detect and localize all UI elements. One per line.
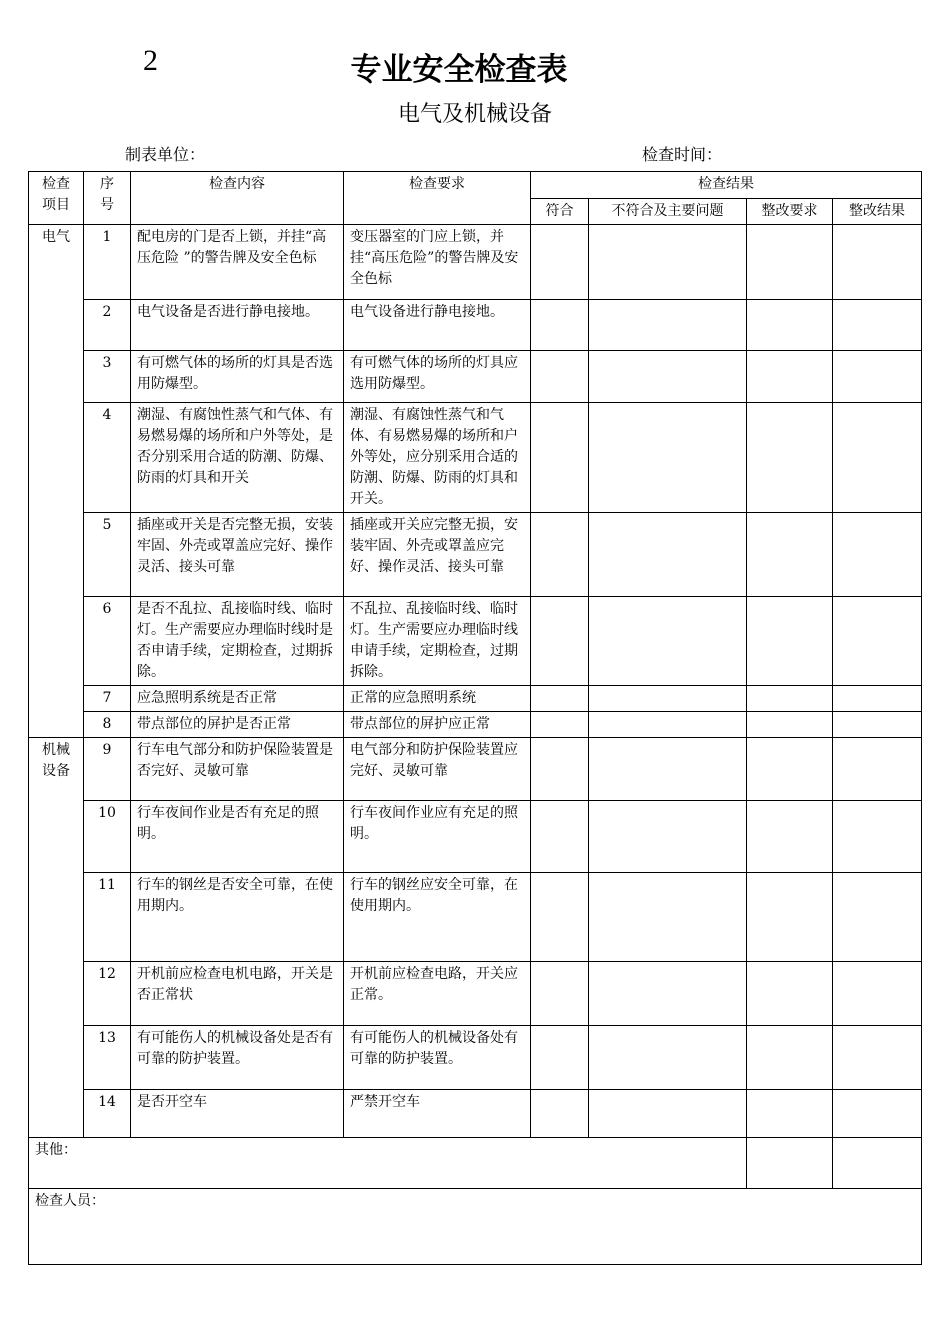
- rectify-result-cell[interactable]: [833, 403, 922, 513]
- seq-number: 2: [84, 300, 131, 351]
- rectify-result-cell[interactable]: [833, 962, 922, 1026]
- content-cell: 行车夜间作业是否有充足的照明。: [131, 801, 344, 873]
- rectify-result-cell[interactable]: [833, 873, 922, 962]
- rectify-result-cell[interactable]: [833, 225, 922, 300]
- requirement-cell: 开机前应检查电路，开关应正常。: [344, 962, 531, 1026]
- rectify-result-cell[interactable]: [833, 597, 922, 686]
- seq-number: 10: [84, 801, 131, 873]
- inspection-table: [28, 171, 922, 1265]
- table-row: [29, 962, 922, 1026]
- other-rectify-result-cell[interactable]: [833, 1138, 922, 1189]
- seq-number: 13: [84, 1026, 131, 1090]
- header-conform: 符合: [531, 199, 589, 225]
- page-subtitle: 电气及机械设备: [397, 102, 552, 127]
- inspector-row: [29, 1189, 922, 1265]
- table-row: [29, 1090, 922, 1138]
- rectify-req-cell[interactable]: [747, 962, 833, 1026]
- table-row: [29, 738, 922, 801]
- content-cell: 带点部位的屏护是否正常: [131, 712, 344, 738]
- seq-number: 3: [84, 351, 131, 403]
- nonconform-cell[interactable]: [589, 1026, 747, 1090]
- content-cell: 行车电气部分和防护保险装置是否完好、灵敏可靠: [131, 738, 344, 801]
- rectify-req-cell[interactable]: [747, 351, 833, 403]
- conform-cell[interactable]: [531, 597, 589, 686]
- time-label: 检查时间：: [642, 145, 723, 164]
- content-cell: 有可能伤人的机械设备处是否有可靠的防护装置。: [131, 1026, 344, 1090]
- requirement-cell: 潮湿、有腐蚀性蒸气和气体、有易燃易爆的场所和户外等处，应分别采用合适的防潮、防爆、防雨的灯具和开关。: [344, 403, 531, 513]
- rectify-result-cell[interactable]: [833, 300, 922, 351]
- header-result-group: 检查结果: [531, 172, 922, 199]
- rectify-req-cell[interactable]: [747, 738, 833, 801]
- table-row: [29, 873, 922, 962]
- other-row: [29, 1138, 922, 1189]
- requirement-cell: 电气部分和防护保险装置应完好、灵敏可靠: [344, 738, 531, 801]
- seq-number: 8: [84, 712, 131, 738]
- rectify-result-cell[interactable]: [833, 1026, 922, 1090]
- requirement-cell: 带点部位的屏护应正常: [344, 712, 531, 738]
- seq-number: 4: [84, 403, 131, 513]
- conform-cell[interactable]: [531, 801, 589, 873]
- content-cell: 插座或开关是否完整无损，安装牢固、外壳或罩盖应完好、操作灵活、接头可靠: [131, 513, 344, 597]
- seq-number: 9: [84, 738, 131, 801]
- conform-cell[interactable]: [531, 712, 589, 738]
- rectify-result-cell[interactable]: [833, 1090, 922, 1138]
- other-rectify-req-cell[interactable]: [747, 1138, 833, 1189]
- requirement-cell: 严禁开空车: [344, 1090, 531, 1138]
- conform-cell[interactable]: [531, 962, 589, 1026]
- rectify-req-cell[interactable]: [747, 1026, 833, 1090]
- rectify-req-cell[interactable]: [747, 225, 833, 300]
- rectify-result-cell[interactable]: [833, 712, 922, 738]
- nonconform-cell[interactable]: [589, 513, 747, 597]
- header-rectify-req: 整改要求: [747, 199, 833, 225]
- inspector-label[interactable]: 检查人员：: [29, 1189, 922, 1265]
- conform-cell[interactable]: [531, 738, 589, 801]
- seq-number: 5: [84, 513, 131, 597]
- nonconform-cell[interactable]: [589, 225, 747, 300]
- content-cell: 应急照明系统是否正常: [131, 686, 344, 712]
- nonconform-cell[interactable]: [589, 873, 747, 962]
- header-nonconform: 不符合及主要问题: [589, 199, 747, 225]
- nonconform-cell[interactable]: [589, 597, 747, 686]
- content-cell: 开机前应检查电机电路，开关是否正常状: [131, 962, 344, 1026]
- rectify-req-cell[interactable]: [747, 513, 833, 597]
- unit-label: 制表单位：: [125, 145, 206, 164]
- table-row: [29, 225, 922, 300]
- header-rectify-result: 整改结果: [833, 199, 922, 225]
- page-number: 2: [143, 44, 158, 77]
- rectify-req-cell[interactable]: [747, 1090, 833, 1138]
- nonconform-cell[interactable]: [589, 801, 747, 873]
- requirement-cell: 有可能伤人的机械设备处有可靠的防护装置。: [344, 1026, 531, 1090]
- content-cell: 是否不乱拉、乱接临时线、临时灯。生产需要应办理临时线时是否申请手续，定期检查，过期拆除。: [131, 597, 344, 686]
- content-cell: 潮湿、有腐蚀性蒸气和气体、有易燃易爆的场所和户外等处，是否分别采用合适的防潮、防爆、防雨的灯具和开关: [131, 403, 344, 513]
- table-row: [29, 801, 922, 873]
- rectify-result-cell[interactable]: [833, 738, 922, 801]
- conform-cell[interactable]: [531, 1026, 589, 1090]
- content-cell: 有可燃气体的场所的灯具是否选用防爆型。: [131, 351, 344, 403]
- conform-cell[interactable]: [531, 403, 589, 513]
- seq-number: 1: [84, 225, 131, 300]
- requirement-cell: 有可燃气体的场所的灯具应选用防爆型。: [344, 351, 531, 403]
- rectify-result-cell[interactable]: [833, 513, 922, 597]
- table-row: [29, 1026, 922, 1090]
- content-cell: 电气设备是否进行静电接地。: [131, 300, 344, 351]
- page-title: 专业安全检查表: [350, 52, 568, 88]
- header-requirement: 检查要求: [344, 172, 531, 225]
- nonconform-cell[interactable]: [589, 1090, 747, 1138]
- content-cell: 配电房的门是否上锁，并挂“高压危险 ”的警告牌及安全色标: [131, 225, 344, 300]
- header-seq: 序 号: [84, 172, 131, 225]
- content-cell: 是否开空车: [131, 1090, 344, 1138]
- requirement-cell: 插座或开关应完整无损，安装牢固、外壳或罩盖应完好、操作灵活、接头可靠: [344, 513, 531, 597]
- conform-cell[interactable]: [531, 300, 589, 351]
- table-row: [29, 686, 922, 712]
- conform-cell[interactable]: [531, 225, 589, 300]
- nonconform-cell[interactable]: [589, 403, 747, 513]
- table-row: [29, 712, 922, 738]
- conform-cell[interactable]: [531, 686, 589, 712]
- seq-number: 7: [84, 686, 131, 712]
- seq-number: 11: [84, 873, 131, 962]
- other-label: 其他：: [29, 1138, 747, 1189]
- rectify-req-cell[interactable]: [747, 801, 833, 873]
- nonconform-cell[interactable]: [589, 300, 747, 351]
- requirement-cell: 行车的钢丝应安全可靠，在使用期内。: [344, 873, 531, 962]
- nonconform-cell[interactable]: [589, 738, 747, 801]
- header-category: 检查 项目: [29, 172, 84, 225]
- rectify-result-cell[interactable]: [833, 351, 922, 403]
- requirement-cell: 正常的应急照明系统: [344, 686, 531, 712]
- rectify-result-cell[interactable]: [833, 801, 922, 873]
- header-content: 检查内容: [131, 172, 344, 225]
- table-row: [29, 300, 922, 351]
- conform-cell[interactable]: [531, 1090, 589, 1138]
- rectify-req-cell[interactable]: [747, 403, 833, 513]
- content-cell: 行车的钢丝是否安全可靠，在使用期内。: [131, 873, 344, 962]
- seq-number: 12: [84, 962, 131, 1026]
- table-row: [29, 513, 922, 597]
- requirement-cell: 电气设备进行静电接地。: [344, 300, 531, 351]
- conform-cell[interactable]: [531, 351, 589, 403]
- table-row: [29, 351, 922, 403]
- rectify-req-cell[interactable]: [747, 712, 833, 738]
- requirement-cell: 行车夜间作业应有充足的照明。: [344, 801, 531, 873]
- seq-number: 14: [84, 1090, 131, 1138]
- rectify-req-cell[interactable]: [747, 300, 833, 351]
- nonconform-cell[interactable]: [589, 712, 747, 738]
- nonconform-cell[interactable]: [589, 686, 747, 712]
- requirement-cell: 变压器室的门应上锁，并挂“高压危险”的警告牌及安全色标: [344, 225, 531, 300]
- requirement-cell: 不乱拉、乱接临时线、临时灯。生产需要应办理临时线申请手续，定期检查，过期拆除。: [344, 597, 531, 686]
- conform-cell[interactable]: [531, 873, 589, 962]
- rectify-result-cell[interactable]: [833, 686, 922, 712]
- table-row: [29, 403, 922, 513]
- category-cell: 电气: [29, 225, 84, 738]
- rectify-req-cell[interactable]: [747, 597, 833, 686]
- table-row: [29, 597, 922, 686]
- rectify-req-cell[interactable]: [747, 686, 833, 712]
- nonconform-cell[interactable]: [589, 351, 747, 403]
- category-cell: 机械 设备: [29, 738, 84, 1138]
- seq-number: 6: [84, 597, 131, 686]
- nonconform-cell[interactable]: [589, 962, 747, 1026]
- conform-cell[interactable]: [531, 513, 589, 597]
- rectify-req-cell[interactable]: [747, 873, 833, 962]
